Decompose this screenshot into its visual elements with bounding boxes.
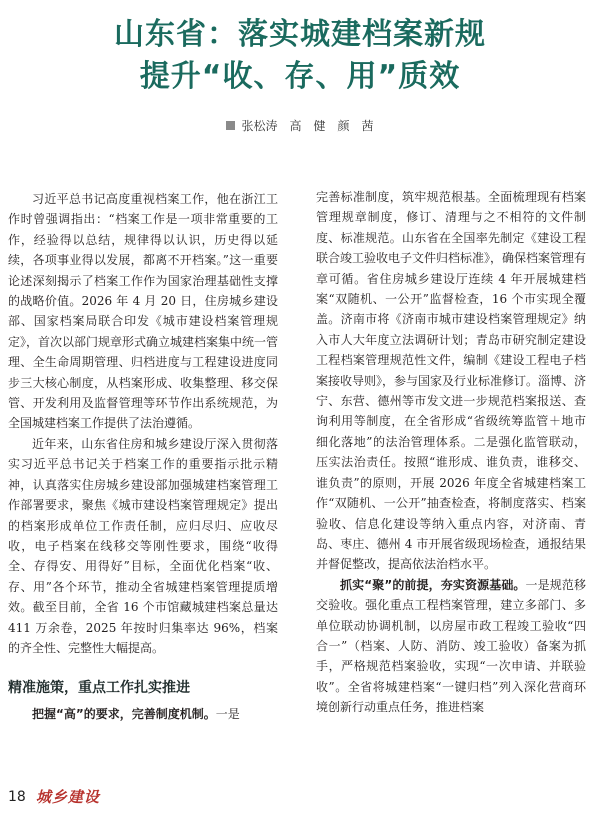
right-column [316,187,586,718]
page-number: 18 [8,788,26,805]
magazine-logo: 城乡建设 [35,788,100,806]
left-paragraph-2: 近年来，山东省住房和城乡建设厅深入贯彻落实习近平总书记关于档案工作的重要指示批示精神，认真落实住房城乡建设部加强城建档案管理工作部署要求，聚焦《城市建设档案管理规定》提出的档案形成单位工作责任制，应归尽归、应收尽收，电子档案在线移交等刚性要求，围绕“收得全、存得安、用得好”目标，全面优化档案“收、存、用”各个环节，推动全省城建档案管理提质增效。截至目前，全省 16 个市馆藏城建档案总量达 411 万余卷，2025 年按时归集率达 96%，档案的齐全性、完整性大幅提高。 [8,436,278,655]
right-paragraph-1: 完善标准制度，筑牢规范根基。全面梳理现有档案管理规章制度，修订、清理与之不相符的文件制度、标准规范。山东省在全国率先制定《建设工程联合竣工验收电子文件归档标准》，确保档案管理有章可循。省住房城乡建设厅连续 4 年开展城建档案“双随机、一公开”监督检查，16 个市实现全覆盖。济南市将《济南市城市建设档案管理规定》纳入市人大年度立法调研计划；青岛市研究制定建设工程档案管理规范性文件，编制《建设工程电子档案接收导则》，参与国家及行业标准修订。淄博、济宁、东营、德州等市发文进一步规范档案报送、查询利用等制度，在全省形成“省级统筹监管＋地市细化落地”的法治管理体系。二是强化监管联动，压实法治责任。按照“谁形成、谁负责，谁移交、谁负责”的原则，开展 2026 年度全省城建档案工作“双随机、一公开”抽查检查，将制度落实、档案验收、信息化建设等纳入重点内容，对济南、青岛、枣庄、德州 4 市开展省级现场检查，通报结果并督促整改，提高依法治档水平。 [316,190,587,572]
paragraph-lead-bold: 抓实“聚”的前提，夯实资源基础。 [340,577,526,592]
paragraph-lead-bold: 把握“高”的要求，完善制度机制。 [32,707,216,722]
article-title-line-2: 提升“收、存、用”质效 [139,59,461,94]
left-paragraph-1: 习近平总书记高度重视档案工作，他在浙江工作时曾强调指出：“档案工作是一项非常重要的工作，经验得以总结，规律得以认识，历史得以延续，各项事业得以发展，都离不开档案。”这一重要论述深刻揭示了档案工作作为国家治理基础性支撑的战略价值。2026 年 4 月 20 日，住房城乡建设部、国家档案局联合印发《城市建设档案管理规定》，首次以部门规章形式确立城建档案集中统一管理、全生命周期管理、归档进度与工程建设进度同步三大核心制度，从档案形成、收集整理、移交保管、开发利用及监督管理等环节作出系统规范，为全国城建档案工作提供了法治遵循。 [8,192,279,431]
article-title-line-1: 山东省：落实城建档案新规 [114,17,486,52]
page-footer [8,786,100,807]
left-paragraph-3 [8,704,278,724]
section-heading: 精准施策，重点工作扎实推进 [8,680,190,697]
right-paragraph-2 [316,575,586,718]
paragraph-body: 一是规范移交验收。强化重点工程档案管理，建立多部门、多单位联动协调机制，以房屋市政工程竣工验收“四合一”（档案、人防、消防、竣工验收）备案为抓手，严格规范档案验收，实现“一次申请、并联验收”。全省将城建档案“一键归档”列入深化营商环境创新行动重点任务，推进档案 [316,577,586,715]
paragraph-tail: 一是 [215,707,240,722]
square-bullet-icon [226,121,235,130]
left-column [8,189,278,725]
author-names: 张松涛 高 健 颜 茜 [241,119,374,133]
article-title [0,14,600,98]
author-byline [0,117,600,134]
